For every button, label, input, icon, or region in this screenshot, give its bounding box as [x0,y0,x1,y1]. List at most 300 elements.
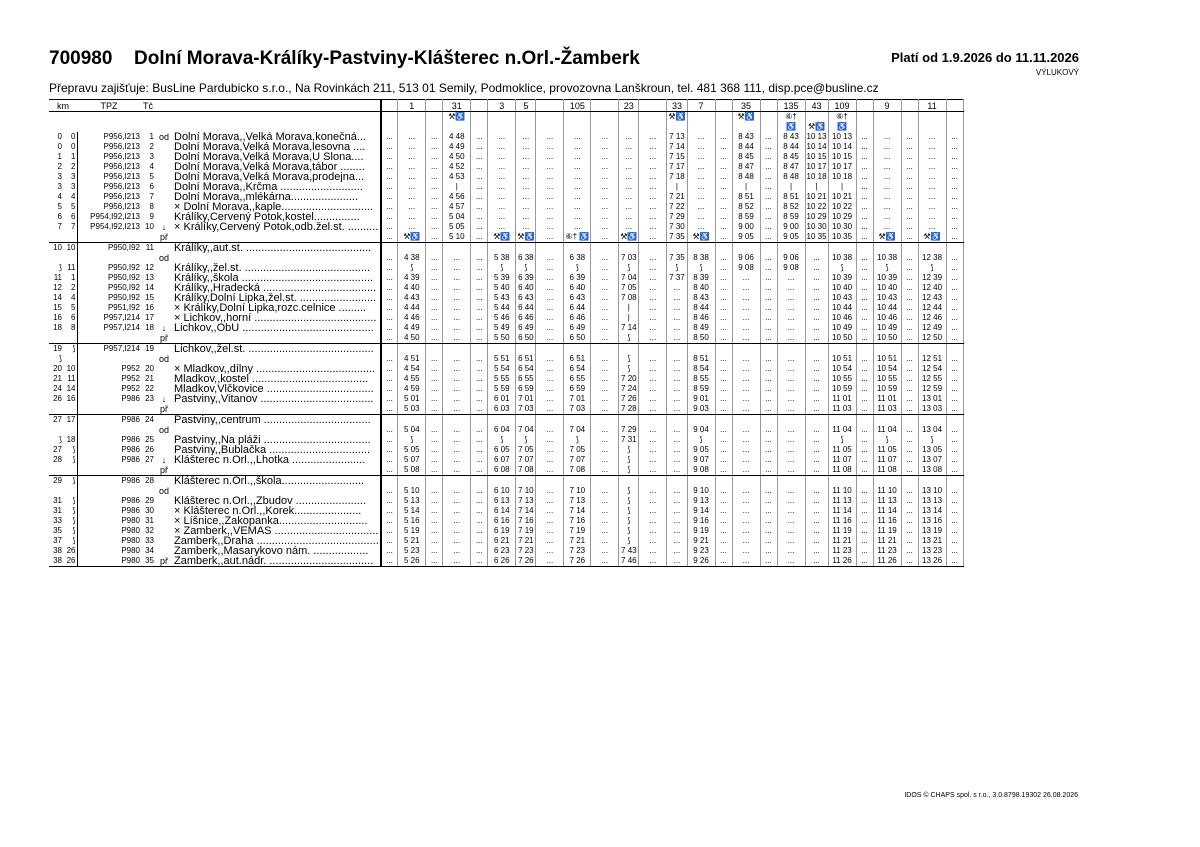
table-row [49,172,963,182]
time-cell: 8 44 [732,142,760,152]
cell-st: × Lichkov,,horní ........................................ [173,313,381,323]
time-cell [732,344,760,355]
time-cell: ... [443,506,471,516]
cell-km1: 21 [53,374,62,383]
cell-mk: př [155,404,173,415]
time-cell: 10 38 [873,253,901,263]
time-cell: ... [732,445,760,455]
cell-km1: 6 [57,212,62,221]
time-cell: ... [946,222,963,232]
time-cell: ... [760,404,777,415]
time-cell: ... [381,222,398,232]
time-cell [398,415,426,426]
time-cell: ... [805,506,828,516]
time-cell: ... [732,516,760,526]
time-cell: ... [619,202,639,212]
cell-km1: 0 [57,132,62,141]
time-cell: 6 59 [564,384,591,394]
time-cell: ... [426,293,443,303]
time-cell: ... [381,283,398,293]
time-cell: ... [536,132,564,142]
time-cell: 8 39 [687,273,715,283]
time-cell: 10 30 [828,222,856,232]
time-cell: ... [398,212,426,222]
time-cell: 5 14 [398,506,426,516]
table-row [49,526,963,536]
cell-km2: 0 [63,132,77,142]
cell-km1: 27 [53,445,62,454]
cell-st [173,465,381,476]
time-cell: 9 03 [687,404,715,415]
time-cell: ... [639,293,667,303]
time-cell: 6 01 [488,394,516,404]
time-cell: ... [591,212,619,222]
time-cell: ... [901,313,918,323]
time-cell: ... [536,182,564,192]
time-cell: ... [426,212,443,222]
time-cell: 10 17 [806,162,827,171]
time-cell: ... [488,142,516,152]
time-cell: ... [856,162,873,172]
time-cell: ... [667,516,687,526]
time-cell: ... [639,465,667,476]
cell-km2 [63,354,77,364]
trip-number [536,100,564,112]
trip-number [946,100,963,112]
time-cell: ... [591,425,619,435]
time-cell [381,243,398,254]
time-cell: 5 59 [488,384,516,394]
cell-km2: 6 [63,212,77,222]
time-cell: ⟆ [619,526,639,536]
time-cell: ... [777,394,805,404]
time-cell: ... [760,354,777,364]
time-cell: ... [946,526,963,536]
table-row [49,132,963,142]
time-cell: 8 52 [777,202,805,212]
time-cell: ... [777,486,805,496]
cell-km2: 8 [63,323,77,333]
time-cell: ... [777,323,805,333]
time-cell [901,344,918,355]
cell-km2: ⟆ [63,455,77,465]
time-cell: ... [805,496,828,506]
time-cell: ... [805,556,828,567]
table-row [49,162,963,172]
cell-km2: 1 [63,152,77,162]
time-cell: 6 38 [516,253,536,263]
time-cell: ... [901,384,918,394]
cell-tc: 33 [145,536,154,545]
time-cell: ... [591,202,619,212]
time-cell: ... [715,455,732,465]
time-cell: 9 04 [687,425,715,435]
time-cell: ... [805,536,828,546]
time-cell [639,344,667,355]
cell-tc: 25 [145,435,154,444]
time-cell: ... [856,263,873,273]
time-cell: 10 59 [828,384,856,394]
cell-km1 [49,253,63,263]
time-cell: | [619,313,639,323]
time-cell: 10 50 [828,333,856,344]
time-cell: ⟆ [564,435,591,445]
time-cell [619,476,639,487]
time-cell: ... [901,182,918,192]
time-cell: ... [639,152,667,162]
cell-km1: 29 [53,476,62,485]
cell-st [173,333,381,344]
time-cell [591,344,619,355]
time-cell: ... [443,273,471,283]
time-cell: ... [639,202,667,212]
time-cell: ... [443,333,471,344]
time-cell: ... [946,445,963,455]
cell-tpz [77,253,141,263]
time-cell: ... [381,323,398,333]
cell-tc: 31 [145,516,154,525]
time-cell: ... [398,222,426,232]
time-cell: ... [715,364,732,374]
time-cell: ... [901,546,918,556]
time-cell: ... [639,425,667,435]
time-cell: ... [777,313,805,323]
trip-mark [946,112,963,123]
time-cell: ... [918,222,946,232]
time-cell: ... [426,162,443,172]
cell-st: Králíky,Dolní Lipka,žel.st. ......................... [173,293,381,303]
trip-mark [760,122,777,132]
trip-mark [901,122,918,132]
time-cell [760,415,777,426]
cell-st [173,486,381,496]
cell-st: Klášterec n.Orl.,,Lhotka ........................ [173,455,381,465]
cell-km2: 0 [63,142,77,152]
time-cell [873,344,901,355]
time-cell: ... [946,323,963,333]
time-cell: ... [536,394,564,404]
time-cell: ... [471,516,488,526]
time-cell: ... [667,333,687,344]
time-cell: 5 01 [398,394,426,404]
time-cell: ... [488,192,516,202]
table-row [49,232,963,243]
time-cell [856,243,873,254]
cell-st: × Líšnice,,Zakopanka............................. [173,516,381,526]
cell-mk: př [155,556,173,567]
cell-mk [155,142,173,152]
time-cell: ... [471,425,488,435]
trip-mark: ⚒♿ [668,112,686,121]
cell-st: Králíky,Červený Potok,kostel............... [173,212,381,222]
time-cell [856,476,873,487]
cell-tpz: P986 [121,435,140,444]
time-cell [381,476,398,487]
time-cell: ... [760,222,777,232]
time-cell: 7 05 [619,283,639,293]
cell-km2: 1 [63,273,77,283]
time-cell: ... [901,465,918,476]
cell-st: Dolní Morava,Velká Morava,prodejna... [173,172,381,182]
time-cell: 13 03 [918,404,946,415]
time-cell [619,344,639,355]
time-cell: ⟆ [619,263,639,273]
time-cell: ... [426,172,443,182]
time-cell [516,415,536,426]
time-cell: 9 14 [687,506,715,516]
trip-mark [591,122,619,132]
time-cell: 12 51 [918,354,946,364]
time-cell: 7 35 [667,232,687,243]
time-cell: ... [715,232,732,243]
time-cell: 8 38 [687,253,715,263]
time-cell: 4 59 [398,384,426,394]
cell-tc: 29 [145,496,154,505]
cell-tpz: P954,I92,I213 [90,222,140,231]
time-cell: 4 46 [398,313,426,323]
time-cell: ... [471,162,488,172]
time-cell: 8 55 [687,374,715,384]
time-cell [946,344,963,355]
trip-number [381,100,398,112]
time-cell: ... [715,222,732,232]
time-cell: ... [918,182,946,192]
time-cell: ... [426,435,443,445]
time-cell: 10 39 [873,273,901,283]
time-cell: ... [536,152,564,162]
time-cell: ... [901,222,918,232]
cell-tc: 3 [149,152,154,161]
time-cell: 6 54 [516,364,536,374]
cell-km1: 24 [53,384,62,393]
time-cell: 10 14 [828,142,856,152]
time-cell: ... [715,182,732,192]
time-cell: ⟆ [619,486,639,496]
time-cell: ... [471,394,488,404]
time-cell: 10 44 [873,303,901,313]
time-cell: 6 43 [516,293,536,303]
time-cell: ... [564,202,591,212]
time-cell: ... [381,172,398,182]
time-cell: ... [471,212,488,222]
time-cell [687,344,715,355]
time-cell: ... [516,192,536,202]
time-cell: ... [901,212,918,222]
time-cell: ... [732,425,760,435]
time-cell [901,476,918,487]
time-cell: ... [946,263,963,273]
time-cell: 13 19 [918,526,946,536]
time-cell: ... [591,506,619,516]
time-cell: 4 44 [398,303,426,313]
time-cell: ... [381,556,398,567]
time-cell: ... [805,526,828,536]
time-cell: ... [471,313,488,323]
cell-mk: ↓ [161,222,167,232]
cell-tpz: P950,I92 [107,293,140,302]
time-cell: ... [536,263,564,273]
time-cell: ... [805,394,828,404]
time-cell: ... [564,222,591,232]
time-cell: 13 08 [918,465,946,476]
cell-tc: 16 [145,303,154,312]
time-cell: ... [856,404,873,415]
time-cell: 6 07 [488,455,516,465]
time-cell [591,415,619,426]
time-cell: | [667,182,687,192]
time-cell: 9 05 [687,445,715,455]
time-cell [591,243,619,254]
time-cell: ... [715,486,732,496]
time-cell: ... [471,384,488,394]
trip-mark [667,122,687,132]
trip-number [760,100,777,112]
cell-km2: 5 [63,303,77,313]
time-cell: ... [732,556,760,567]
trip-number: 33 [667,100,687,112]
time-cell [777,415,805,426]
time-cell: ... [946,232,963,243]
trip-mark [639,122,667,132]
time-cell: 10 18 [828,172,856,182]
cell-st: Králíky,,aut.st. ......................................... [173,243,381,254]
time-cell: ... [856,142,873,152]
time-cell: ... [873,202,901,212]
time-cell: ... [536,435,564,445]
time-cell: ... [760,283,777,293]
trip-mark [398,122,426,132]
time-cell: ... [901,486,918,496]
time-cell: 6 38 [564,253,591,263]
time-cell: 7 01 [516,394,536,404]
line-name: Dolní Morava-Králíky-Pastviny-Klášterec n.Orl.-Žamberk [134,48,640,69]
time-cell: ... [687,212,715,222]
time-cell: ... [760,394,777,404]
time-cell: ... [591,546,619,556]
cell-km1: 5 [57,202,62,211]
time-cell: ... [777,283,805,293]
time-cell: ... [946,192,963,202]
cell-km1: 20 [53,364,62,373]
time-cell: 7 18 [667,172,687,182]
time-cell: ... [639,354,667,364]
time-cell: ... [667,313,687,323]
time-cell: ... [715,374,732,384]
trip-mark [516,112,536,123]
trip-mark [516,122,536,132]
time-cell: ... [901,354,918,364]
table-row [49,182,963,192]
time-cell: 13 16 [918,516,946,526]
time-cell: 10 21 [806,192,827,201]
time-cell [564,243,591,254]
time-cell: ... [536,192,564,202]
time-cell: ... [946,546,963,556]
trip-mark [687,112,715,123]
time-cell: ... [381,516,398,526]
time-cell: ... [732,283,760,293]
time-cell: 7 16 [516,516,536,526]
trip-mark [856,112,873,123]
cell-tpz: P986 [121,455,140,464]
table-row [49,486,963,496]
cell-km1: 7 [57,222,62,231]
time-cell: ... [591,465,619,476]
time-cell: ... [667,283,687,293]
time-cell: 7 10 [564,486,591,496]
time-cell: ... [732,384,760,394]
time-cell: 8 54 [687,364,715,374]
time-cell: ... [805,263,828,273]
time-cell: ⟆ [619,333,639,344]
time-cell: ... [873,212,901,222]
time-cell: ... [536,526,564,536]
table-row [49,212,963,222]
time-cell: ... [591,142,619,152]
time-cell: ... [901,273,918,283]
time-cell: ... [591,162,619,172]
time-cell [715,344,732,355]
time-cell: 7 28 [619,404,639,415]
time-cell: 12 55 [918,374,946,384]
time-cell: ... [564,142,591,152]
table-row [49,364,963,374]
time-cell: ... [760,465,777,476]
trip-mark [564,112,591,123]
time-cell: ... [856,253,873,263]
cell-tc [141,404,155,415]
time-cell: ... [426,253,443,263]
time-cell: 7 19 [516,526,536,536]
time-cell: 4 49 [398,323,426,333]
cell-mk [155,182,173,192]
time-cell: ... [471,182,488,192]
cell-tc: 4 [149,162,154,171]
time-cell: ... [667,496,687,506]
time-cell: ... [946,202,963,212]
time-cell: ... [805,313,828,323]
time-cell: 6 54 [564,364,591,374]
time-cell: ... [777,536,805,546]
cell-mk [155,212,173,222]
table-row [49,333,963,344]
time-cell: 7 26 [619,394,639,404]
time-cell: ... [488,172,516,182]
time-cell: 6 03 [488,404,516,415]
time-cell: 5 05 [398,445,426,455]
cell-km1: 37 [53,536,62,545]
cell-tpz: P956,I213 [103,172,140,181]
time-cell: ... [732,354,760,364]
table-row [49,546,963,556]
cell-km1: 18 [53,323,62,332]
time-cell: ... [426,283,443,293]
time-cell: 10 43 [828,293,856,303]
cell-km2: 10 [63,243,77,254]
time-cell: ⟆ [687,435,715,445]
cell-km2: 11 [63,374,77,384]
time-cell: ... [381,374,398,384]
time-cell [536,344,564,355]
table-row [49,394,963,404]
time-cell: ... [536,202,564,212]
time-cell: 6 59 [516,384,536,394]
time-cell [805,415,828,426]
time-cell: ... [856,496,873,506]
time-cell: 7 03 [564,404,591,415]
time-cell: ... [639,364,667,374]
time-cell: ... [471,455,488,465]
